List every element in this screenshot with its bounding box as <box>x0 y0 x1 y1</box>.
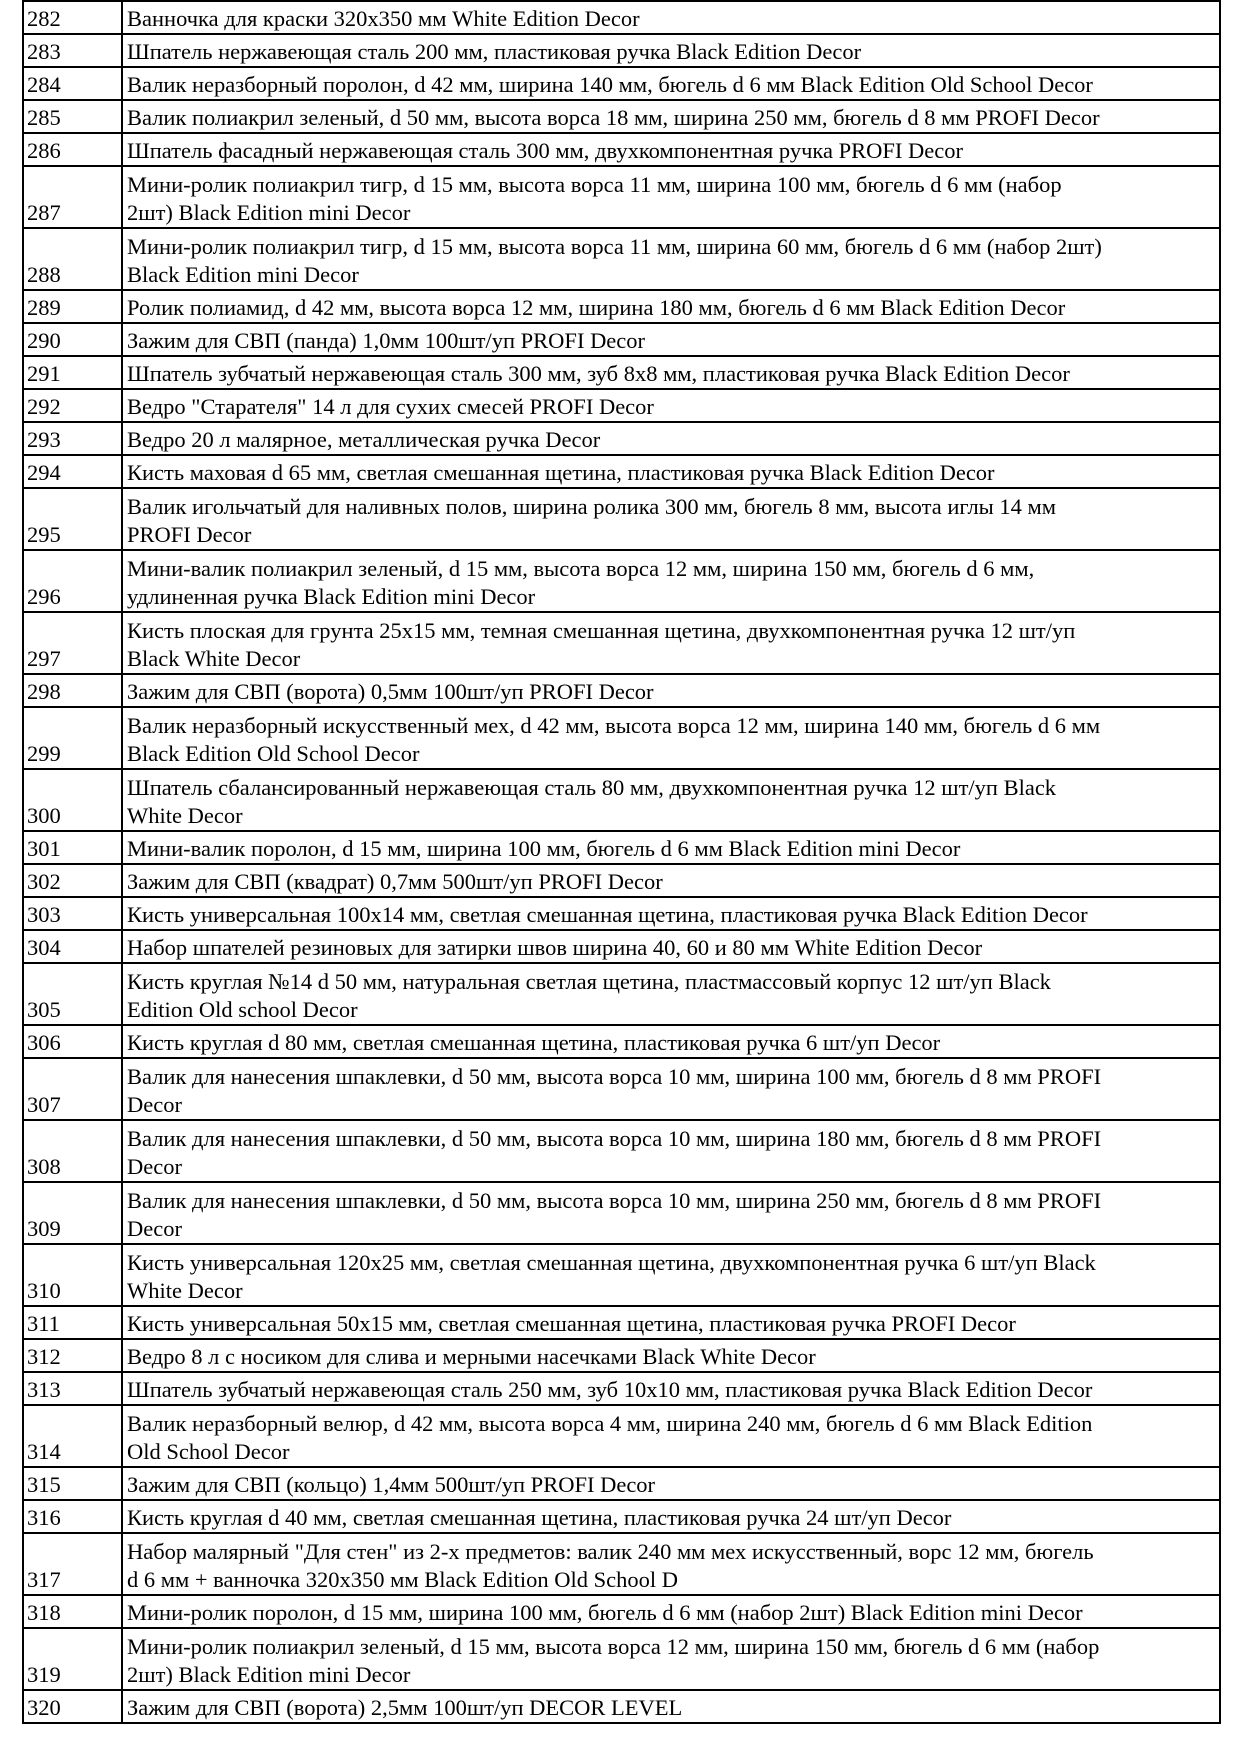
description-line: Валик неразборный велюр, d 42 мм, высота ворса 4 мм, ширина 240 мм, бюгель d 6 мм Black Edition <box>127 1411 1093 1436</box>
description-line: Кисть круглая d 40 мм, светлая смешанная щетина, пластиковая ручка 24 шт/уп Decor <box>127 1505 952 1530</box>
product-description <box>122 1500 1220 1533</box>
table-row <box>23 356 1220 389</box>
description-line: Black Edition Old School Decor <box>127 741 420 766</box>
table-row <box>23 133 1220 166</box>
product-description <box>122 612 1220 674</box>
row-number: 289 <box>23 290 122 323</box>
description-line: Валик для нанесения шпаклевки, d 50 мм, высота ворса 10 мм, ширина 100 мм, бюгель d 8 мм PROFI <box>127 1064 1102 1089</box>
table-row <box>23 1372 1220 1405</box>
table-row <box>23 422 1220 455</box>
table-row <box>23 488 1220 550</box>
description-line: Edition Old school Decor <box>127 997 358 1022</box>
product-description <box>122 166 1220 228</box>
product-description <box>122 34 1220 67</box>
description-line: Валик полиакрил зеленый, d 50 мм, высота ворса 18 мм, ширина 250 мм, бюгель d 8 мм PROFI Decor <box>127 105 1100 130</box>
table-row <box>23 389 1220 422</box>
description-line: Мини-ролик полиакрил тигр, d 15 мм, высота ворса 11 мм, ширина 60 мм, бюгель d 6 мм (набор 2шт) <box>127 234 1102 259</box>
product-description <box>122 550 1220 612</box>
description-line: Decor <box>127 1216 182 1241</box>
row-number: 307 <box>23 1058 122 1120</box>
table-row <box>23 1244 1220 1306</box>
product-description <box>122 1339 1220 1372</box>
product-description <box>122 455 1220 488</box>
row-number: 288 <box>23 228 122 290</box>
table-row <box>23 1500 1220 1533</box>
row-number: 308 <box>23 1120 122 1182</box>
description-line: Ведро "Старателя" 14 л для сухих смесей PROFI Decor <box>127 394 654 419</box>
row-number: 293 <box>23 422 122 455</box>
product-table <box>22 0 1221 1724</box>
product-description <box>122 1244 1220 1306</box>
description-line: Old School Decor <box>127 1439 290 1464</box>
product-description <box>122 674 1220 707</box>
product-description <box>122 1533 1220 1595</box>
product-description <box>122 1595 1220 1628</box>
row-number: 320 <box>23 1690 122 1723</box>
description-line: Шпатель зубчатый нержавеющая сталь 300 мм, зуб 8х8 мм, пластиковая ручка Black Edition Decor <box>127 361 1070 386</box>
table-row <box>23 1595 1220 1628</box>
row-number: 291 <box>23 356 122 389</box>
row-number: 318 <box>23 1595 122 1628</box>
description-line: Шпатель фасадный нержавеющая сталь 300 мм, двухкомпонентная ручка PROFI Decor <box>127 138 963 163</box>
table-row <box>23 930 1220 963</box>
row-number: 317 <box>23 1533 122 1595</box>
row-number: 297 <box>23 612 122 674</box>
table-row <box>23 67 1220 100</box>
description-line: Кисть круглая d 80 мм, светлая смешанная щетина, пластиковая ручка 6 шт/уп Decor <box>127 1030 941 1055</box>
table-row <box>23 323 1220 356</box>
table-row <box>23 166 1220 228</box>
description-line: d 6 мм + ванночка 320х350 мм Black Edition Old School D <box>127 1567 678 1592</box>
description-line: Кисть универсальная 100х14 мм, светлая смешанная щетина, пластиковая ручка Black Edition Decor <box>127 902 1088 927</box>
product-description <box>122 1405 1220 1467</box>
description-line: Ведро 8 л с носиком для слива и мерными насечками Black White Decor <box>127 1344 816 1369</box>
description-line: Мини-валик поролон, d 15 мм, ширина 100 мм, бюгель d 6 мм Black Edition mini Decor <box>127 836 961 861</box>
description-line: Валик для нанесения шпаклевки, d 50 мм, высота ворса 10 мм, ширина 250 мм, бюгель d 8 мм PROFI <box>127 1188 1102 1213</box>
row-number: 298 <box>23 674 122 707</box>
row-number: 312 <box>23 1339 122 1372</box>
product-description <box>122 1467 1220 1500</box>
table-row <box>23 831 1220 864</box>
row-number: 295 <box>23 488 122 550</box>
row-number: 305 <box>23 963 122 1025</box>
table-row <box>23 550 1220 612</box>
description-line: Black Edition mini Decor <box>127 262 359 287</box>
description-line: Зажим для СВП (кольцо) 1,4мм 500шт/уп PROFI Decor <box>127 1472 656 1497</box>
table-row <box>23 1120 1220 1182</box>
description-line: Зажим для СВП (ворота) 0,5мм 100шт/уп PROFI Decor <box>127 679 654 704</box>
row-number: 319 <box>23 1628 122 1690</box>
row-number: 311 <box>23 1306 122 1339</box>
table-row <box>23 1058 1220 1120</box>
product-description <box>122 707 1220 769</box>
table-row <box>23 1306 1220 1339</box>
description-line: Ванночка для краски 320х350 мм White Edition Decor <box>127 6 640 31</box>
product-description <box>122 769 1220 831</box>
description-line: White Decor <box>127 1278 243 1303</box>
row-number: 310 <box>23 1244 122 1306</box>
row-number: 301 <box>23 831 122 864</box>
product-description <box>122 930 1220 963</box>
product-table-body <box>23 1 1220 1723</box>
table-row <box>23 34 1220 67</box>
product-description <box>122 1025 1220 1058</box>
description-line: Black White Decor <box>127 646 301 671</box>
row-number: 286 <box>23 133 122 166</box>
product-description <box>122 228 1220 290</box>
row-number: 294 <box>23 455 122 488</box>
product-description <box>122 67 1220 100</box>
row-number: 303 <box>23 897 122 930</box>
row-number: 313 <box>23 1372 122 1405</box>
description-line: Ведро 20 л малярное, металлическая ручка Decor <box>127 427 601 452</box>
table-row <box>23 228 1220 290</box>
description-line: Мини-ролик полиакрил тигр, d 15 мм, высота ворса 11 мм, ширина 100 мм, бюгель d 6 мм (набор <box>127 172 1062 197</box>
description-line: Мини-ролик поролон, d 15 мм, ширина 100 мм, бюгель d 6 мм (набор 2шт) Black Edition mini Decor <box>127 1600 1083 1625</box>
product-description <box>122 100 1220 133</box>
description-line: Зажим для СВП (квадрат) 0,7мм 500шт/уп PROFI Decor <box>127 869 663 894</box>
row-number: 315 <box>23 1467 122 1500</box>
table-row <box>23 707 1220 769</box>
table-row <box>23 864 1220 897</box>
table-row <box>23 1339 1220 1372</box>
description-line: Шпатель сбалансированный нержавеющая сталь 80 мм, двухкомпонентная ручка 12 шт/уп Black <box>127 775 1057 800</box>
row-number: 290 <box>23 323 122 356</box>
description-line: Зажим для СВП (ворота) 2,5мм 100шт/уп DECOR LEVEL <box>127 1695 683 1720</box>
row-number: 314 <box>23 1405 122 1467</box>
product-description <box>122 963 1220 1025</box>
table-row <box>23 897 1220 930</box>
table-row <box>23 1025 1220 1058</box>
table-row <box>23 290 1220 323</box>
product-description <box>122 323 1220 356</box>
product-description <box>122 290 1220 323</box>
row-number: 304 <box>23 930 122 963</box>
table-row <box>23 1628 1220 1690</box>
row-number: 284 <box>23 67 122 100</box>
description-line: Валик неразборный искусственный мех, d 42 мм, высота ворса 12 мм, ширина 140 мм, бюгель d 6 мм <box>127 713 1101 738</box>
product-description <box>122 488 1220 550</box>
table-row <box>23 1533 1220 1595</box>
product-description <box>122 897 1220 930</box>
description-line: PROFI Decor <box>127 522 252 547</box>
product-description <box>122 864 1220 897</box>
description-line: Ролик полиамид, d 42 мм, высота ворса 12 мм, ширина 180 мм, бюгель d 6 мм Black Edition Decor <box>127 295 1066 320</box>
description-line: Кисть плоская для грунта 25х15 мм, темная смешанная щетина, двухкомпонентная ручка 12 шт/уп <box>127 618 1076 643</box>
row-number: 287 <box>23 166 122 228</box>
table-row <box>23 455 1220 488</box>
description-line: удлиненная ручка Black Edition mini Decor <box>127 584 536 609</box>
description-line: Мини-валик полиакрил зеленый, d 15 мм, высота ворса 12 мм, ширина 150 мм, бюгель d 6 мм, <box>127 556 1035 581</box>
description-line: Набор малярный "Для стен" из 2-х предметов: валик 240 мм мех искусственный, ворс 12 мм, бюгель <box>127 1539 1094 1564</box>
row-number: 306 <box>23 1025 122 1058</box>
table-row <box>23 769 1220 831</box>
row-number: 282 <box>23 1 122 34</box>
table-row <box>23 612 1220 674</box>
product-description <box>122 1120 1220 1182</box>
description-line: Зажим для СВП (панда) 1,0мм 100шт/уп PROFI Decor <box>127 328 646 353</box>
description-line: Кисть универсальная 50х15 мм, светлая смешанная щетина, пластиковая ручка PROFI Decor <box>127 1311 1016 1336</box>
product-description <box>122 1690 1220 1723</box>
product-description <box>122 1058 1220 1120</box>
row-number: 296 <box>23 550 122 612</box>
description-line: Валик неразборный поролон, d 42 мм, ширина 140 мм, бюгель d 6 мм Black Edition Old School Decor <box>127 72 1093 97</box>
table-row <box>23 100 1220 133</box>
row-number: 285 <box>23 100 122 133</box>
table-row <box>23 963 1220 1025</box>
product-description <box>122 831 1220 864</box>
table-row <box>23 1405 1220 1467</box>
table-row <box>23 1690 1220 1723</box>
description-line: Decor <box>127 1154 182 1179</box>
row-number: 292 <box>23 389 122 422</box>
product-description <box>122 133 1220 166</box>
description-line: Decor <box>127 1092 182 1117</box>
table-row <box>23 1182 1220 1244</box>
row-number: 300 <box>23 769 122 831</box>
product-description <box>122 422 1220 455</box>
description-line: 2шт) Black Edition mini Decor <box>127 1662 411 1687</box>
table-row <box>23 1467 1220 1500</box>
row-number: 316 <box>23 1500 122 1533</box>
row-number: 309 <box>23 1182 122 1244</box>
table-row <box>23 674 1220 707</box>
description-line: Шпатель зубчатый нержавеющая сталь 250 мм, зуб 10х10 мм, пластиковая ручка Black Edition Decor <box>127 1377 1093 1402</box>
product-description <box>122 1182 1220 1244</box>
description-line: Набор шпателей резиновых для затирки швов ширина 40, 60 и 80 мм White Edition Decor <box>127 935 983 960</box>
description-line: Кисть круглая №14 d 50 мм, натуральная светлая щетина, пластмассовый корпус 12 шт/уп Black <box>127 969 1051 994</box>
row-number: 283 <box>23 34 122 67</box>
description-line: 2шт) Black Edition mini Decor <box>127 200 411 225</box>
product-description <box>122 1372 1220 1405</box>
description-line: Валик игольчатый для наливных полов, ширина ролика 300 мм, бюгель 8 мм, высота иглы 14 мм <box>127 494 1057 519</box>
description-line: Шпатель нержавеющая сталь 200 мм, пластиковая ручка Black Edition Decor <box>127 39 862 64</box>
product-description <box>122 1628 1220 1690</box>
description-line: Кисть универсальная 120х25 мм, светлая смешанная щетина, двухкомпонентная ручка 6 шт/уп Black <box>127 1250 1096 1275</box>
product-description <box>122 389 1220 422</box>
product-description <box>122 1 1220 34</box>
product-description <box>122 356 1220 389</box>
description-line: Кисть маховая d 65 мм, светлая смешанная щетина, пластиковая ручка Black Edition Decor <box>127 460 995 485</box>
table-row <box>23 1 1220 34</box>
description-line: Мини-ролик полиакрил зеленый, d 15 мм, высота ворса 12 мм, ширина 150 мм, бюгель d 6 мм (набор <box>127 1634 1100 1659</box>
product-description <box>122 1306 1220 1339</box>
row-number: 299 <box>23 707 122 769</box>
row-number: 302 <box>23 864 122 897</box>
description-line: White Decor <box>127 803 243 828</box>
description-line: Валик для нанесения шпаклевки, d 50 мм, высота ворса 10 мм, ширина 180 мм, бюгель d 8 мм PROFI <box>127 1126 1102 1151</box>
